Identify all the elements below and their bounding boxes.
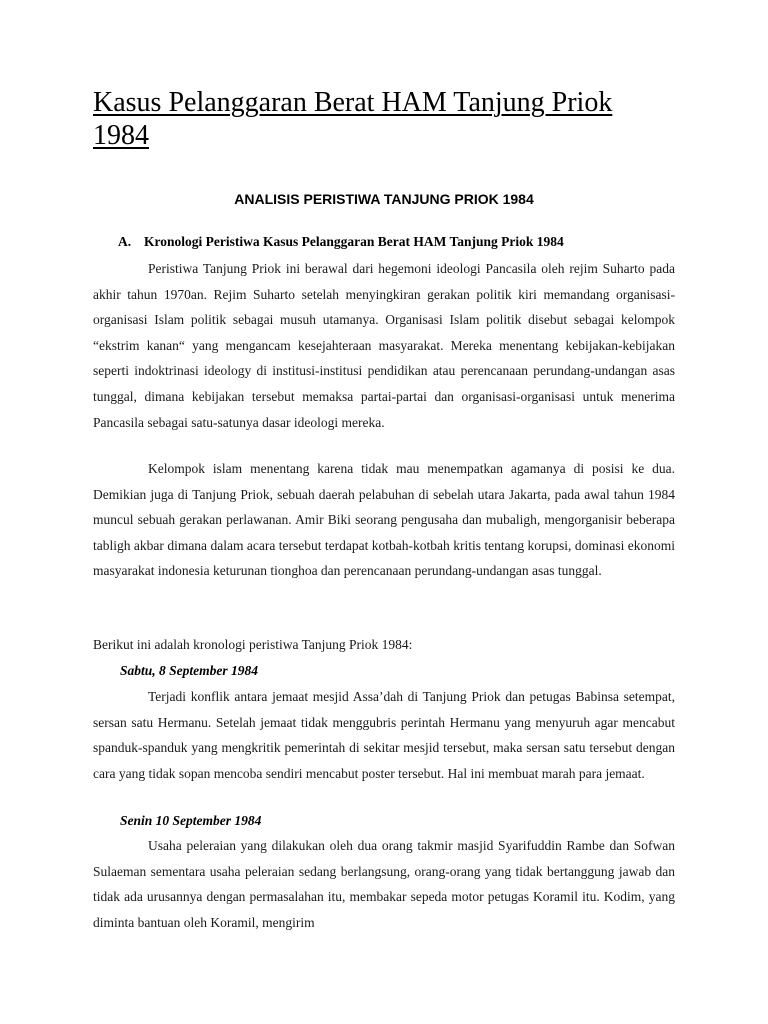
timeline-date: Senin 10 September 1984 bbox=[120, 813, 262, 828]
timeline-entry-text: Terjadi konflik antara jemaat mesjid Assa’dah di Tanjung Priok dan petugas Babinsa setempat, sersan satu Hermanu. Setelah jemaat tidak menggubris perintah Hermanu yang menyuruh agar mencabut spanduk-spanduk yang mengkritik pemerintah di sekitar mesjid tersebut, maka sersan satu tersebut dengan cara yang tidak sopan mencoba sendiri mencabut poster tersebut. Hal ini membuat marah para jemaat. bbox=[93, 689, 675, 781]
subsection-title: Kronologi Peristiwa Kasus Pelanggaran Berat HAM Tanjung Priok 1984 bbox=[144, 234, 564, 249]
paragraph-chronology-intro: Berikut ini adalah kronologi peristiwa Tanjung Priok 1984: bbox=[93, 637, 413, 652]
subsection-marker: A. bbox=[118, 234, 132, 249]
subsection-heading bbox=[118, 233, 678, 251]
section-heading: ANALISIS PERISTIWA TANJUNG PRIOK 1984 bbox=[234, 191, 534, 207]
timeline-entry-text: Usaha peleraian yang dilakukan oleh dua orang takmir masjid Syarifuddin Rambe dan Sofwan Sulaeman sementara usaha peleraian sedang berlangsung, orang-orang yang tidak bertanggung jawab dan tidak ada urusannya dengan permasalahan itu, membakar sepeda motor petugas Koramil itu. Kodim, yang diminta bantuan oleh Koramil, mengirim bbox=[93, 838, 675, 930]
timeline-date: Sabtu, 8 September 1984 bbox=[120, 663, 259, 678]
paragraph-opposition: Kelompok islam menentang karena tidak mau menempatkan agamanya di posisi ke dua. Demikian juga di Tanjung Priok, sebuah daerah pelabuhan di sebelah utara Jakarta, pada awal tahun 1984 muncul sebuah gerakan perlawanan. Amir Biki seorang pengusaha dan mubaligh, mengorganisir beberapa tabligh akbar dimana dalam acara tersebut terdapat kotbah-kotbah kritis tentang korupsi, dominasi ekonomi masyarakat indonesia keturunan tionghoa dan perencanaan perundang-undangan asas tunggal. bbox=[93, 461, 675, 579]
paragraph-background: Peristiwa Tanjung Priok ini berawal dari hegemoni ideologi Pancasila oleh rejim Suharto pada akhir tahun 1970an. Rejim Suharto setelah menyingkiran gerakan politik kiri memandang organisasi-organisasi Islam politik sebagai musuh utamanya. Organisasi Islam politik disebut sebagai kelompok “ekstrim kanan“ yang mengancam kesejahteraan masyarakat. Mereka menentang kebijakan-kebijakan seperti indoktrinasi ideology di institusi-institusi pendidikan atau perencanaan perundang-undangan asas tunggal, dimana kebijakan tersebut memaksa partai-partai dan organisasi-organisasi untuk menerima Pancasila sebagai satu-satunya dasar ideologi mereka. bbox=[93, 261, 675, 430]
document-title: Kasus Pelanggaran Berat HAM Tanjung Priok 1984 bbox=[93, 87, 613, 151]
